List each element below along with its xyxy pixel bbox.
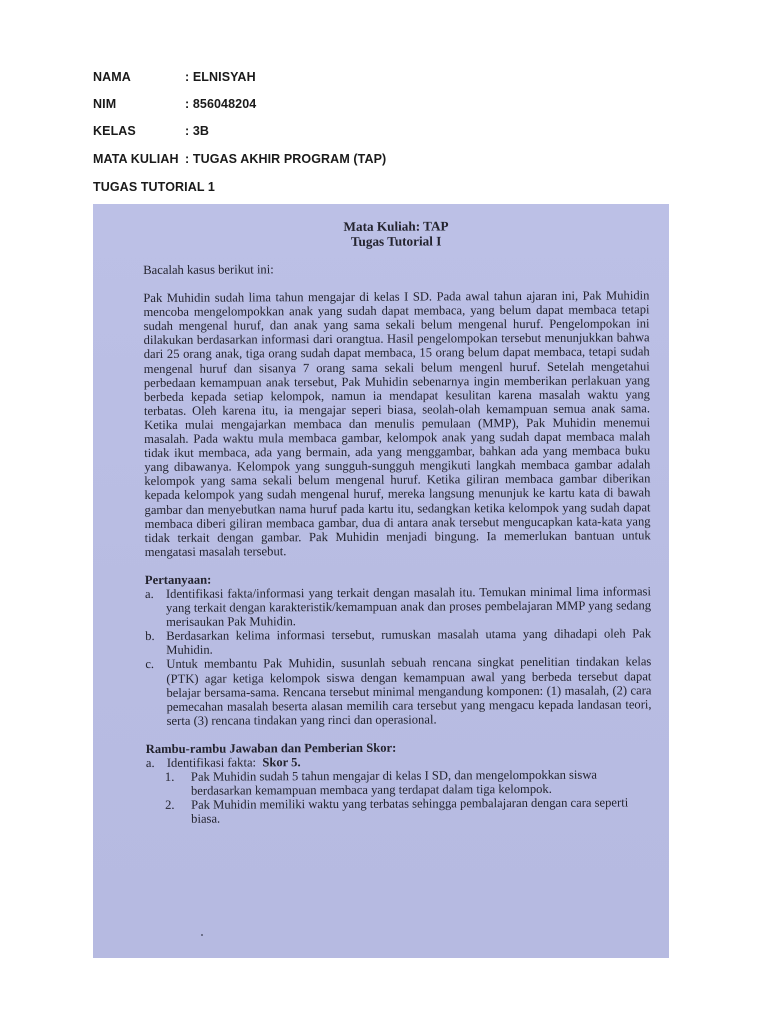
field-kelas (93, 123, 209, 139)
nama-label: NAMA (93, 70, 131, 84)
tugas-heading: TUGAS TUTORIAL 1 (93, 180, 215, 194)
scanned-document (93, 204, 669, 958)
question-marker: a. (144, 586, 154, 601)
field-nama (93, 69, 256, 85)
question-item (145, 584, 651, 629)
doc-lead: Bacalah kasus berikut ini: (143, 262, 274, 277)
doc-title-tutorial: Tugas Tutorial I (350, 233, 442, 249)
rambu-a-text: Identifikasi fakta: (166, 755, 257, 770)
rambu-subitem-marker: 2. (165, 798, 175, 813)
nama-value: : ELNISYAH (185, 70, 256, 84)
rambu-marker: a. (145, 755, 155, 770)
question-marker: c. (145, 657, 155, 672)
rambu-title: Rambu-rambu Jawaban dan Pemberian Skor: (145, 740, 397, 756)
field-mata-kuliah (93, 151, 386, 167)
question-item (145, 655, 651, 728)
field-nim (93, 96, 256, 112)
kelas-label: KELAS (93, 124, 136, 138)
doc-title-course: Mata Kuliah: TAP (343, 218, 449, 234)
rambu-subitem (146, 767, 652, 798)
case-paragraph: Pak Muhidin sudah lima tahun mengajar di kelas I SD. Pada awal tahun ajaran ini, Pak Muhidin mencoba mengelompokkan anak yang sudah dapat membaca, yang belum dapat membaca tetapi sudah mengenal huruf, dan anak yang sama sekali belum mengenal huruf. Pengelompokan ini dilakukan berdasarkan informasi dari orangtua. Hasil pengelompokan tersebut menunjukkan bahwa dari 25 orang anak, tiga orang sudah dapat membaca, 15 orang belum dapat membaca, tetapi sudah mengenal huruf dan sisanya 7 orang sama sekali belum mengenl huruf. Setelah mengetahui perbedaan kemampuan anak tersebut, Pak Muhidin sebenarnya ingin memberikan perlakuan yang berbeda kepada setiap kelompok, namun ia mendapat kesulitan karena masalah waktu yang terbatas. Oleh karena itu, ia mengajar seperi biasa, seolah-olah kemampuan semua anak sama. Ketika mulai mengajarkan membaca dan menulis pemulaan (MMP), Pak Muhidin menemui masalah. Pada waktu mula membaca gambar, kelompok anak yang sudah dapat membaca malah tidak ikut membaca, ada yang bermain, ada yang menggambar, bahkan ada yang membaca buku yang dibawanya. Kelompok yang sungguh-sungguh mengikuti langkah membaca gambar adalah kelompok yang sama sekali belum mengenal huruf. Ketika giliran membaca gambar diberikan kepada kelompok yang sudah mengenal huruf, mereka langsung menunjuk ke kartu kata di bawah gambar dan menyebutkan nama huruf pada kartu itu, sedangkan ketika kelompok yang sudah dapat membaca diberi giliran membaca gambar, dua di antara anak tersebut mengucapkan kata-kata yang tidak terkait dengan gambar. Pak Muhidin menjadi bingung. Ia memerlukan bantuan untuk mengatasi masalah tersebut. (143, 288, 651, 559)
nim-label: NIM (93, 97, 117, 111)
rambu-subitem (146, 796, 652, 827)
question-item (145, 627, 651, 658)
question-marker: b. (145, 629, 155, 644)
questions-title: Pertanyaan: (144, 572, 212, 587)
nim-value: : 856048204 (185, 97, 257, 111)
question-text: Berdasarkan kelima informasi tersebut, rumuskan masalah utama yang dihadapi oleh Pak Muhidin. (166, 626, 652, 658)
kelas-value: : 3B (185, 124, 210, 138)
rambu-subitem-marker: 1. (164, 769, 175, 784)
scan-speck (201, 934, 203, 936)
scanned-paper (143, 217, 652, 826)
rambu-a-score: Skor 5. (262, 755, 301, 770)
question-text: Identifikasi fakta/informasi yang terkait dengan masalah itu. Temukan minimal lima informasi yang terkait dengan karakteristik/kemampuan anak dan proses pembelajaran MMP yang sedang merisaukan Pak Muhidin. (165, 584, 652, 630)
question-text: Untuk membantu Pak Muhidin, susunlah sebuah rencana singkat penelitian tindakan kelas (PTK) agar ketiga kelompok siswa dengan kemampuan awal yang berbeda tersebut dapat belajar bersama-sama. Rencana tersebut minimal mengandung komponen: (1) masalah, (2) cara pemecahan masalah beserta alasan memilih cara tersebut yang mengacu kepada landasan teori, serta (3) rencana tindakan yang rinci dan operasional. (166, 654, 652, 728)
rambu-subitem-text: Pak Muhidin sudah 5 tahun mengajar di kelas I SD, dan mengelompokkan siswa berdasarkan kemampuan membaca yang terdapat dalam tiga kelompok. (190, 767, 598, 798)
matkul-value: : TUGAS AKHIR PROGRAM (TAP) (185, 152, 387, 166)
matkul-label: MATA KULIAH (93, 152, 179, 166)
rambu-subitem-text: Pak Muhidin memiliki waktu yang terbatas sehingga pembalajaran dengan cara seperti biasa. (191, 795, 629, 827)
